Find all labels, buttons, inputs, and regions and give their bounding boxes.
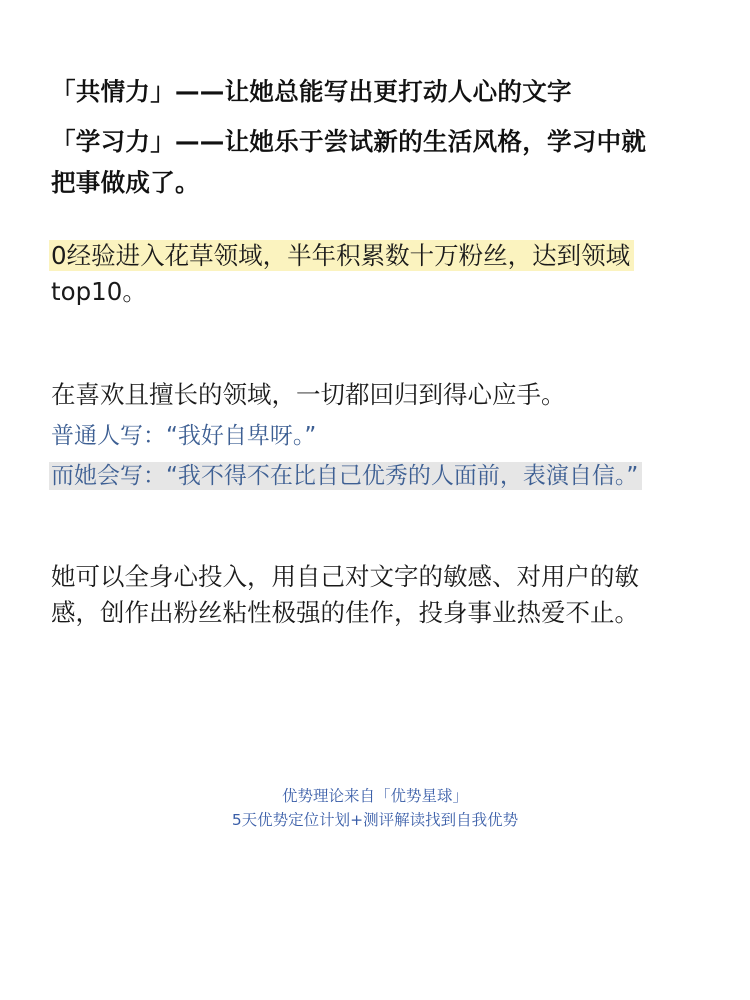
comparison-intro bbox=[51, 377, 711, 413]
achievement-highlight: 0经验进入花草领域，半年积累数十万粉丝，达到领域 bbox=[49, 240, 634, 271]
ordinary-quote bbox=[51, 418, 711, 454]
conclusion-paragraph bbox=[51, 559, 711, 631]
learning-heading bbox=[51, 121, 711, 203]
footer-line1: 优势理论来自「优势星球」 bbox=[281, 787, 468, 805]
footer-line2: 5天优势定位计划+测评解读找到自我优势 bbox=[231, 811, 519, 829]
empathy-heading-text: 「共情力」——让她总能写出更打动人心的文字 bbox=[51, 77, 572, 106]
conclusion-line1: 她可以全身心投入，用自己对文字的敏感、对用户的敏 bbox=[51, 562, 639, 591]
ordinary-quote-text: 普通人写：“我好自卑呀。” bbox=[51, 423, 317, 449]
her-quote-text: 而她会写：“我不得不在比自己优秀的人面前，表演自信。” bbox=[49, 462, 642, 490]
her-quote bbox=[51, 458, 711, 494]
achievement-rest: top10。 bbox=[51, 277, 147, 306]
conclusion-line2: 感，创作出粉丝粘性极强的佳作，投身事业热爱不止。 bbox=[51, 598, 639, 627]
learning-heading-line2: 把事做成了。 bbox=[51, 168, 200, 197]
empathy-heading bbox=[51, 71, 711, 112]
comparison-intro-text: 在喜欢且擅长的领域，一切都回归到得心应手。 bbox=[51, 380, 566, 409]
footer-credit bbox=[0, 784, 750, 832]
achievement-paragraph bbox=[51, 238, 711, 310]
learning-heading-line1: 「学习力」——让她乐于尝试新的生活风格，学习中就 bbox=[51, 127, 647, 156]
